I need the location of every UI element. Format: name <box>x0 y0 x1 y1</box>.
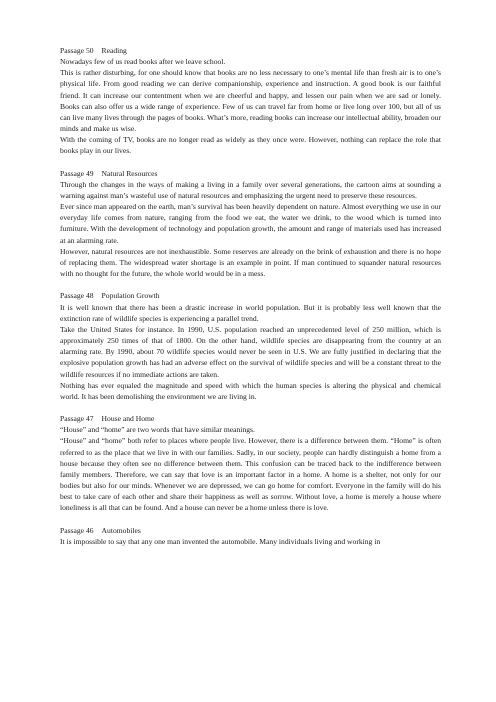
passage-heading <box>60 413 441 424</box>
document-page <box>60 45 441 558</box>
passage-heading <box>60 45 441 56</box>
paragraph: However, natural resources are not inexhaustible. Some reserves are already on the brink of exhaustion and there is no hope of replacing them. The widespread water shortage is an example in point. If man continued to squander natural resources with no thought for the future, the whole world would be in a mess. <box>60 246 441 279</box>
passage-heading <box>60 525 441 536</box>
passage-49 <box>60 168 441 280</box>
paragraph: With the coming of TV, books are no longer read as widely as they once were. However, nothing can replace the role that books play in our lives. <box>60 135 441 156</box>
passage-heading <box>60 290 441 301</box>
passage-heading <box>60 168 441 179</box>
passage-50 <box>60 45 441 157</box>
passage-title: Population Growth <box>101 291 160 301</box>
passage-number: Passage 49 <box>60 168 94 178</box>
paragraph: Through the changes in the ways of making a living in a family over several generations, the cartoon aims at sounding a warning against man’s wasteful use of natural resources and emphasizing the urgent need to preserve these resources. <box>60 179 441 201</box>
passage-46 <box>60 525 441 547</box>
paragraph: Nowadays few of us read books after we leave school. <box>60 57 226 67</box>
paragraph: It is well known that there has been a drastic increase in world population. But it is probably less well known that the extinction rate of wildlife species is experiencing a parallel trend. <box>60 302 441 323</box>
passage-47 <box>60 413 441 513</box>
passage-title: Automobiles <box>101 525 141 535</box>
passage-title: House and Home <box>101 414 155 424</box>
paragraph: Take the United States for instance. In 1990, U.S. population reached an unprecedented level of 250 million, which is approximately 250 times of that of 1800. On the other hand, wildlife species are disappearing from the country at an alarming rate. By 1990, about 70 wildlife species would never be seen in U.S. We are fully justified in declaring that the explosive population growth has had an adverse effect on the survival of wildlife species and will be a constant threat to the wildlife resources if no immediate actions are taken. <box>60 324 441 379</box>
paragraph: Ever since man appeared on the earth, man’s survival has been heavily dependent on nature. Almost everything we use in our everyday life comes from nature, ranging from the food we eat, the water we drink, to the wood which is turned into furniture. With the development of technology and population growth, the amount and range of materials used has increased at an alarming rate. <box>60 202 441 245</box>
paragraph: “House” and “home” are two words that have similar meanings. <box>60 425 255 435</box>
passage-number: Passage 46 <box>60 525 94 535</box>
passage-number: Passage 47 <box>60 414 94 424</box>
passage-title: Reading <box>101 46 127 55</box>
paragraph: It is impossible to say that any one man invented the automobile. Many individuals living and working in <box>60 536 381 546</box>
paragraph: This is rather disturbing, for one should know that books are no less necessary to one’s mental life than fresh air is to one’s physical life. From good reading we can derive companionship, experience and instruction. A good book is our faithful friend. It can increase our contentment when we are cheerful and happy, and lessen our pain when we are sad or lonely. Books can also offer us a wide range of experience. Few of us can travel far from home or live long over 100, but all of us can live many lives through the pages of books. What’s more, reading books can increase our intellectual ability, broaden our minds and make us wise. <box>60 68 441 134</box>
passage-48 <box>60 290 441 402</box>
paragraph: “House” and “home” both refer to places where people live. However, there is a difference between them. “Home” is often referred to as the place that we live in with our families. Sadly, in our society, people can hardly distinguish a home from a house because they often see no difference between them. This confusion can be traced back to the indifference between family members. Therefore, we can say that love is an important factor in a home. A home is a shelter, not only for our bodies but also for our minds. Whenever we are depressed, we can go home for comfort. Everyone in the family will do his best to take care of each other and share their happiness as well as sorrow. Without love, a home is merely a house where loneliness is all that can be found. And a house can never be a home unless there is love. <box>60 436 441 513</box>
paragraph: Nothing has ever equaled the magnitude and speed with which the human species is altering the physical and chemical world. It has been demolishing the environment we are living in. <box>60 380 441 401</box>
passage-title: Natural Resources <box>101 168 158 178</box>
passage-number: Passage 50 <box>60 46 94 55</box>
passage-number: Passage 48 <box>60 291 94 301</box>
